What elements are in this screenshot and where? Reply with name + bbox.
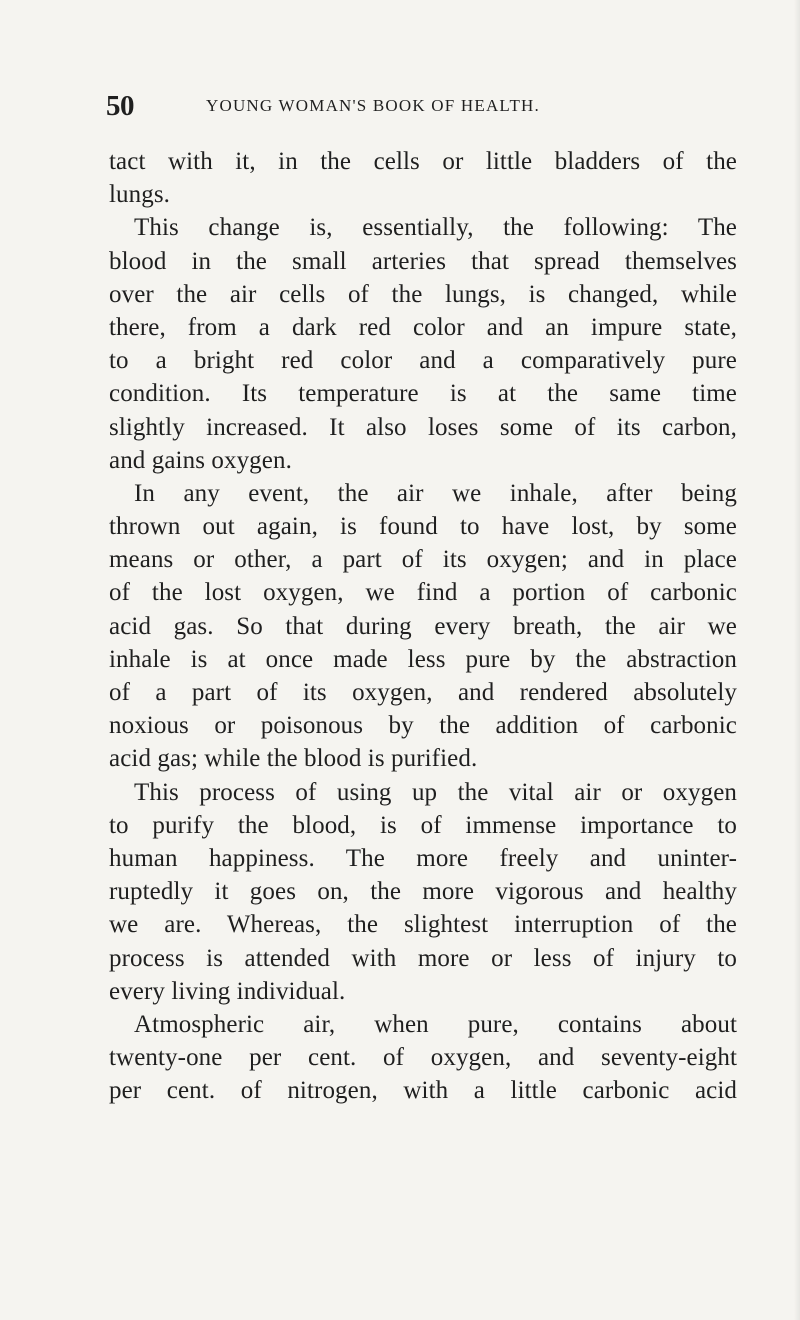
text-line: tact with it, in the cells or little bladders of the bbox=[109, 148, 737, 175]
text-line: inhale is at once made less pure by the abstraction bbox=[109, 645, 737, 673]
running-head: YOUNG WOMAN'S BOOK OF HEALTH. bbox=[206, 96, 540, 115]
text-line: to a bright red color and a comparatively pure bbox=[109, 347, 737, 375]
text-line: and gains oxygen. bbox=[109, 446, 292, 474]
text-line: process is attended with more or less of injury to bbox=[109, 944, 737, 972]
text-line: This change is, essentially, the following: The bbox=[134, 214, 737, 242]
text-line: per cent. of nitrogen, with a little carbonic acid bbox=[109, 1077, 737, 1105]
text-line: slightly increased. It also loses some of its carbon, bbox=[109, 413, 737, 441]
text-line: twenty-one per cent. of oxygen, and seventy-eight bbox=[109, 1044, 737, 1072]
page-number: 50 bbox=[106, 90, 134, 122]
text-line: we are. Whereas, the slightest interruption of the bbox=[109, 911, 737, 939]
text-line: acid gas. So that during every breath, the air we bbox=[109, 612, 737, 640]
text-line: Atmospheric air, when pure, contains about bbox=[134, 1010, 737, 1038]
text-line: there, from a dark red color and an impure state, bbox=[109, 313, 737, 341]
text-line: blood in the small arteries that spread themselves bbox=[109, 247, 737, 275]
text-line: of a part of its oxygen, and rendered absolutely bbox=[109, 679, 737, 706]
text-line: lungs. bbox=[109, 181, 171, 209]
text-line: acid gas; while the blood is purified. bbox=[109, 745, 478, 773]
text-line: thrown out again, is found to have lost, by some bbox=[109, 513, 737, 541]
text-line: This process of using up the vital air or oxygen bbox=[134, 778, 737, 806]
text-line: human happiness. The more freely and uninter- bbox=[109, 844, 737, 872]
text-line: every living individual. bbox=[109, 977, 346, 1005]
page-header bbox=[106, 86, 696, 126]
body-text bbox=[109, 145, 737, 1107]
page-edge-shadow bbox=[794, 0, 800, 1320]
text-line: means or other, a part of its oxygen; and in place bbox=[109, 546, 737, 574]
text-line: of the lost oxygen, we find a portion of carbonic bbox=[109, 579, 737, 607]
text-line: over the air cells of the lungs, is changed, while bbox=[109, 280, 737, 308]
text-line: to purify the blood, is of immense importance to bbox=[109, 811, 737, 839]
text-line: ruptedly it goes on, the more vigorous and healthy bbox=[109, 878, 737, 906]
text-line: noxious or poisonous by the addition of carbonic bbox=[109, 712, 737, 740]
text-line: condition. Its temperature is at the same time bbox=[109, 380, 737, 408]
text-line: In any event, the air we inhale, after being bbox=[134, 479, 737, 507]
